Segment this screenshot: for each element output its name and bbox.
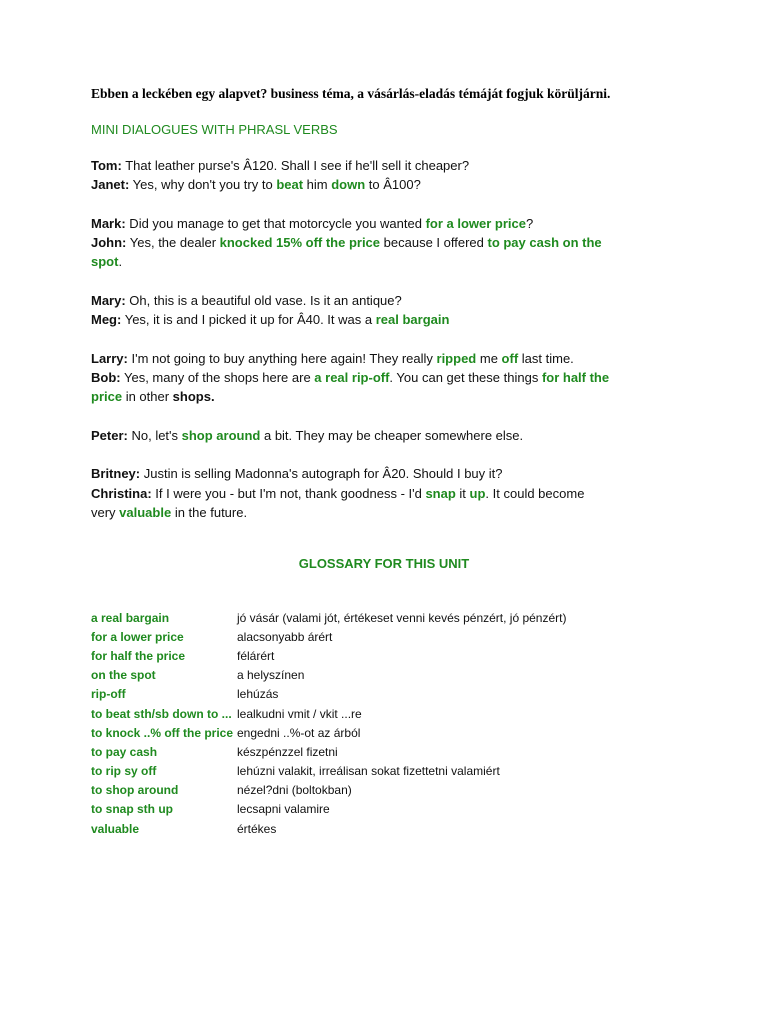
phrasal-verb-highlight: shop around bbox=[181, 427, 261, 443]
glossary-term: to snap sth up bbox=[91, 802, 173, 817]
dialogue-block bbox=[91, 291, 631, 330]
dialogue-text: in the future. bbox=[171, 504, 248, 520]
dialogue-text: a bit. They may be cheaper somewhere else. bbox=[260, 427, 524, 443]
phrasal-verb-highlight: for a lower price bbox=[425, 215, 526, 231]
dialogue-block bbox=[91, 464, 631, 522]
glossary-term: valuable bbox=[91, 821, 140, 836]
dialogue-text: . You can get these things bbox=[389, 369, 542, 385]
speaker-name: Peter: bbox=[91, 427, 128, 443]
speaker-name: Janet: bbox=[91, 177, 130, 193]
phrasal-verb-highlight: ripped bbox=[436, 350, 477, 366]
dialogue-block bbox=[91, 426, 631, 445]
glossary-definition: jó vásár (valami jót, értékeset venni kevés pénzért, jó pénzért) bbox=[237, 610, 567, 625]
glossary-definition: értékes bbox=[237, 821, 277, 836]
glossary-term: for a lower price bbox=[91, 629, 184, 644]
phrasal-verb-highlight: price bbox=[91, 389, 123, 405]
dialogue-text: Yes, the dealer bbox=[126, 235, 220, 251]
phrasal-verb-highlight: down bbox=[331, 177, 366, 193]
phrasal-verb-highlight: off bbox=[501, 350, 519, 366]
dialogue-line bbox=[91, 175, 631, 194]
dialogue-text: me bbox=[476, 350, 502, 366]
dialogue-text: to Â100? bbox=[365, 177, 421, 193]
glossary-row bbox=[91, 704, 651, 723]
phrasal-verb-highlight: real bargain bbox=[375, 312, 450, 328]
glossary-definition: lehúzni valakit, irreálisan sokat fizettetni valamiért bbox=[237, 764, 500, 779]
dialogue-text: him bbox=[303, 177, 332, 193]
glossary-term: a real bargain bbox=[91, 610, 170, 625]
dialogue-text: . bbox=[118, 254, 123, 270]
glossary-definition: félárért bbox=[237, 648, 275, 663]
dialogue-text: If I were you - but I'm not, thank goodness - I'd bbox=[151, 485, 426, 501]
glossary-row bbox=[91, 781, 651, 800]
dialogue-line bbox=[91, 349, 631, 368]
glossary-term: to beat sth/sb down to ... bbox=[91, 706, 232, 721]
dialogue-text: Yes, it is and I picked it up for Â40. It was a bbox=[121, 312, 376, 328]
speaker-name: Mark: bbox=[91, 215, 126, 231]
glossary-term: for half the price bbox=[91, 648, 186, 663]
dialogue-line bbox=[91, 503, 631, 522]
glossary-term: rip-off bbox=[91, 687, 126, 702]
phrasal-verb-highlight: for half the bbox=[541, 369, 610, 385]
glossary-title: GLOSSARY FOR THIS UNIT bbox=[298, 556, 470, 571]
phrasal-verb-highlight: to pay cash on the spot bbox=[91, 235, 602, 270]
dialogue-line bbox=[91, 464, 631, 483]
dialogue-line bbox=[91, 310, 631, 329]
dialogue-text: very bbox=[91, 504, 120, 520]
glossary-term: to knock ..% off the price bbox=[91, 725, 234, 740]
glossary-definition: engedni ..%-ot az árból bbox=[237, 725, 361, 740]
phrasal-verb-highlight: valuable bbox=[119, 504, 172, 520]
phrasal-verb-highlight: a real rip-off bbox=[314, 369, 390, 385]
speaker-name: Christina: bbox=[91, 485, 152, 501]
dialogue-block bbox=[91, 349, 631, 407]
glossary-term: to rip sy off bbox=[91, 764, 157, 779]
dialogue-text: I'm not going to buy anything here again! They really bbox=[127, 350, 437, 366]
glossary-row bbox=[91, 762, 651, 781]
dialogue-block bbox=[91, 214, 631, 272]
speaker-name: Mary: bbox=[91, 292, 126, 308]
glossary-definition: a helyszínen bbox=[237, 668, 305, 683]
speaker-name: Britney: bbox=[91, 466, 141, 482]
glossary-row bbox=[91, 742, 651, 761]
glossary-row bbox=[91, 685, 651, 704]
dialogue-text: Yes, many of the shops here are bbox=[120, 369, 315, 385]
glossary-definition: készpénzzel fizetni bbox=[237, 744, 338, 759]
dialogue-text: Oh, this is a beautiful old vase. Is it an antique? bbox=[125, 292, 402, 308]
dialogue-line bbox=[91, 426, 631, 445]
phrasal-verb-highlight: up bbox=[469, 485, 486, 501]
glossary-definition: lehúzás bbox=[237, 687, 279, 702]
glossary-definition: lecsapni valamire bbox=[237, 802, 330, 817]
dialogue-text: That leather purse's Â120. Shall I see if he'll sell it cheaper? bbox=[121, 158, 470, 173]
dialogue-line bbox=[91, 233, 631, 272]
speaker-name: Larry: bbox=[91, 350, 128, 366]
dialogue-text: ? bbox=[526, 215, 534, 231]
phrasal-verb-highlight: knocked 15% off the price bbox=[219, 235, 381, 251]
dialogues-heading: MINI DIALOGUES WITH PHRASL VERBS bbox=[91, 122, 338, 137]
speaker-name: Tom: bbox=[91, 158, 122, 173]
dialogue-line bbox=[91, 387, 631, 406]
glossary-table bbox=[91, 608, 651, 838]
glossary-row bbox=[91, 646, 651, 665]
glossary-term: on the spot bbox=[91, 668, 156, 683]
dialogue-text: Did you manage to get that motorcycle you wanted bbox=[125, 215, 426, 231]
glossary-definition: alacsonyabb árért bbox=[237, 629, 333, 644]
intro-text: Ebben a leckében egy alapvet? business téma, a vásárlás-eladás témáját fogjuk körüljárni. bbox=[91, 86, 611, 101]
dialogue-line bbox=[91, 291, 631, 310]
speaker-name: shops. bbox=[172, 389, 215, 405]
glossary-term: to pay cash bbox=[91, 744, 158, 759]
dialogue-text: in other bbox=[122, 389, 173, 405]
speaker-name: Meg: bbox=[91, 312, 122, 328]
dialogue-line bbox=[91, 214, 631, 233]
dialogue-text: Justin is selling Madonna's autograph for Â20. Should I buy it? bbox=[140, 466, 503, 482]
dialogue-line bbox=[91, 484, 631, 503]
glossary-row bbox=[91, 723, 651, 742]
phrasal-verb-highlight: snap bbox=[425, 485, 456, 501]
dialogue-text: because I offered bbox=[380, 235, 488, 251]
dialogue-text: Yes, why don't you try to bbox=[129, 177, 277, 193]
dialogue-text: it bbox=[455, 485, 470, 501]
speaker-name: John: bbox=[91, 235, 127, 251]
phrasal-verb-highlight: beat bbox=[276, 177, 304, 193]
dialogues-section bbox=[91, 156, 631, 522]
glossary-row bbox=[91, 800, 651, 819]
dialogue-line bbox=[91, 368, 631, 387]
dialogue-text: No, let's bbox=[127, 427, 182, 443]
glossary-row bbox=[91, 666, 651, 685]
glossary-row bbox=[91, 608, 651, 627]
glossary-term: to shop around bbox=[91, 783, 179, 798]
glossary-row bbox=[91, 627, 651, 646]
speaker-name: Bob: bbox=[91, 369, 121, 385]
dialogue-line bbox=[91, 156, 631, 175]
dialogue-text: last time. bbox=[518, 350, 574, 366]
dialogue-block bbox=[91, 156, 631, 195]
glossary-definition: nézel?dni (boltokban) bbox=[237, 783, 352, 798]
dialogue-text: . It could become bbox=[485, 485, 585, 501]
glossary-definition: lealkudni vmit / vkit ...re bbox=[237, 706, 362, 721]
glossary-row bbox=[91, 819, 651, 838]
